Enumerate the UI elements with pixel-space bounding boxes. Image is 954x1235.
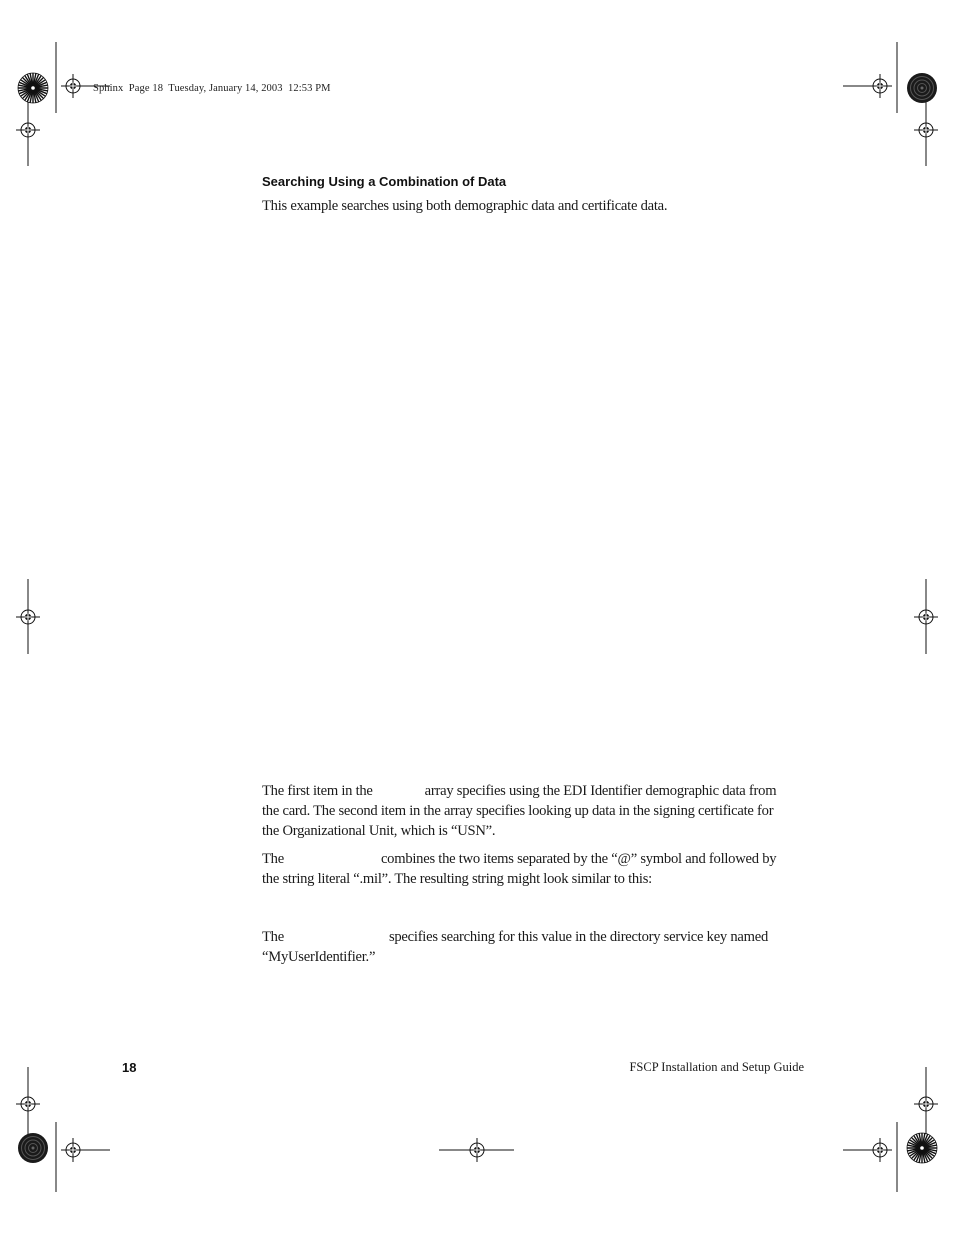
registration-mark-icon [16, 1092, 40, 1116]
intro-paragraph [262, 196, 807, 216]
registration-mark-icon [16, 118, 40, 142]
section-heading: Searching Using a Combination of Data [262, 174, 507, 189]
paragraph-search-key [262, 927, 807, 967]
registration-mark-icon [914, 605, 938, 629]
registration-target-icon [18, 1133, 48, 1163]
paragraph-line [262, 781, 807, 801]
registration-mark-icon [914, 1092, 938, 1116]
paragraph-line [262, 927, 807, 947]
registration-mark-icon [868, 1138, 892, 1162]
paragraph-text: The [262, 851, 284, 867]
paragraph-text: array specifies using the EDI Identifier demographic data from [424, 783, 777, 799]
color-calibration-starburst-icon [907, 1133, 937, 1163]
paragraph-combines [262, 849, 807, 889]
paragraph-text: combines the two items separated by the “@” symbol and followed by [380, 851, 777, 867]
registration-mark-icon [61, 1138, 85, 1162]
registration-mark-icon [914, 118, 938, 142]
paragraph-line [262, 849, 807, 869]
registration-mark-icon [16, 605, 40, 629]
paragraph-text: The first item in the [262, 783, 373, 799]
paragraph-line: the card. The second item in the array specifies looking up data in the signing certificate for [262, 803, 774, 819]
intro-text: This example searches using both demographic data and certificate data. [262, 198, 668, 214]
paragraph-line: “MyUserIdentifier.” [262, 949, 376, 965]
registration-mark-icon [465, 1138, 489, 1162]
book-title: FSCP Installation and Setup Guide [629, 1060, 804, 1074]
color-calibration-starburst-icon [18, 73, 48, 103]
registration-mark-icon [868, 74, 892, 98]
paragraph-text: specifies searching for this value in the directory service key named [388, 929, 769, 945]
paragraph-first-item [262, 781, 807, 841]
print-slug-line: Sphinx Page 18 Tuesday, January 14, 2003 12:53 PM [93, 83, 331, 94]
paragraph-line: the Organizational Unit, which is “USN”. [262, 823, 496, 839]
paragraph-text: The [262, 929, 284, 945]
registration-mark-icon [61, 74, 85, 98]
registration-target-icon [907, 73, 937, 103]
paragraph-line: the string literal “.mil”. The resulting string might look similar to this: [262, 871, 652, 887]
page-number: 18 [122, 1060, 137, 1075]
